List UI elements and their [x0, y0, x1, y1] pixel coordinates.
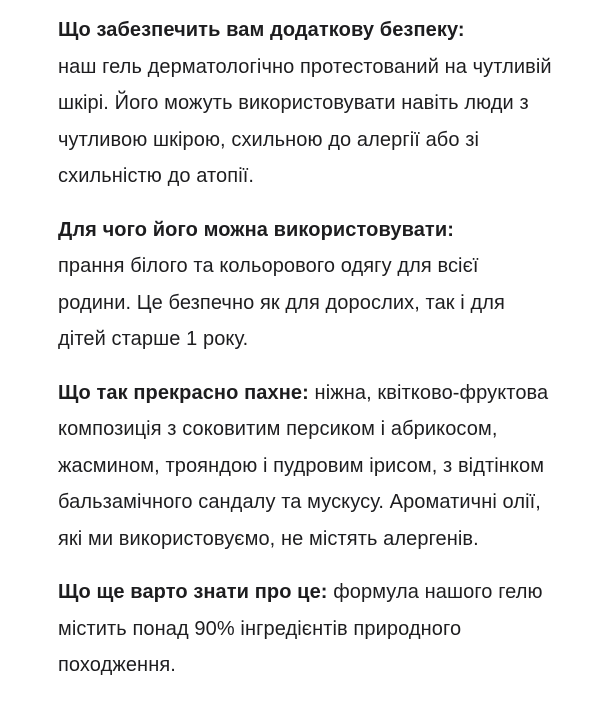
section-fragrance	[58, 375, 554, 558]
section-safety	[58, 12, 554, 195]
section-heading: Що забезпечить вам додаткову безпеку:	[58, 19, 465, 41]
section-body: наш гель дерматологічно протестований на чутливій шкірі. Його можуть використовувати навіть люди з чутливою шкірою, схильною до алергії або зі схильністю до атопії.	[58, 55, 552, 187]
section-more-info	[58, 574, 554, 684]
section-body: ніжна, квітково-фруктова композиція з соковитим персиком і абрикосом, жасмином, трояндою і пудровим ірисом, з відтінком бальзамічного сандалу та мускусу. Ароматичні олії, які ми використовуємо, не містять алергенів.	[58, 381, 549, 550]
section-body: формула нашого гелю містить понад 90% інгредієнтів природного походження.	[58, 581, 543, 676]
section-heading: Для чого його можна використовувати:	[58, 218, 454, 241]
section-usage	[58, 212, 554, 358]
section-body: прання білого та кольорового одягу для всієї родини. Це безпечно як для дорослих, так і для дітей старше 1 року.	[58, 255, 505, 350]
section-heading: Що так прекрасно пахне:	[58, 381, 309, 404]
section-heading: Що ще варто знати про це:	[58, 581, 328, 603]
